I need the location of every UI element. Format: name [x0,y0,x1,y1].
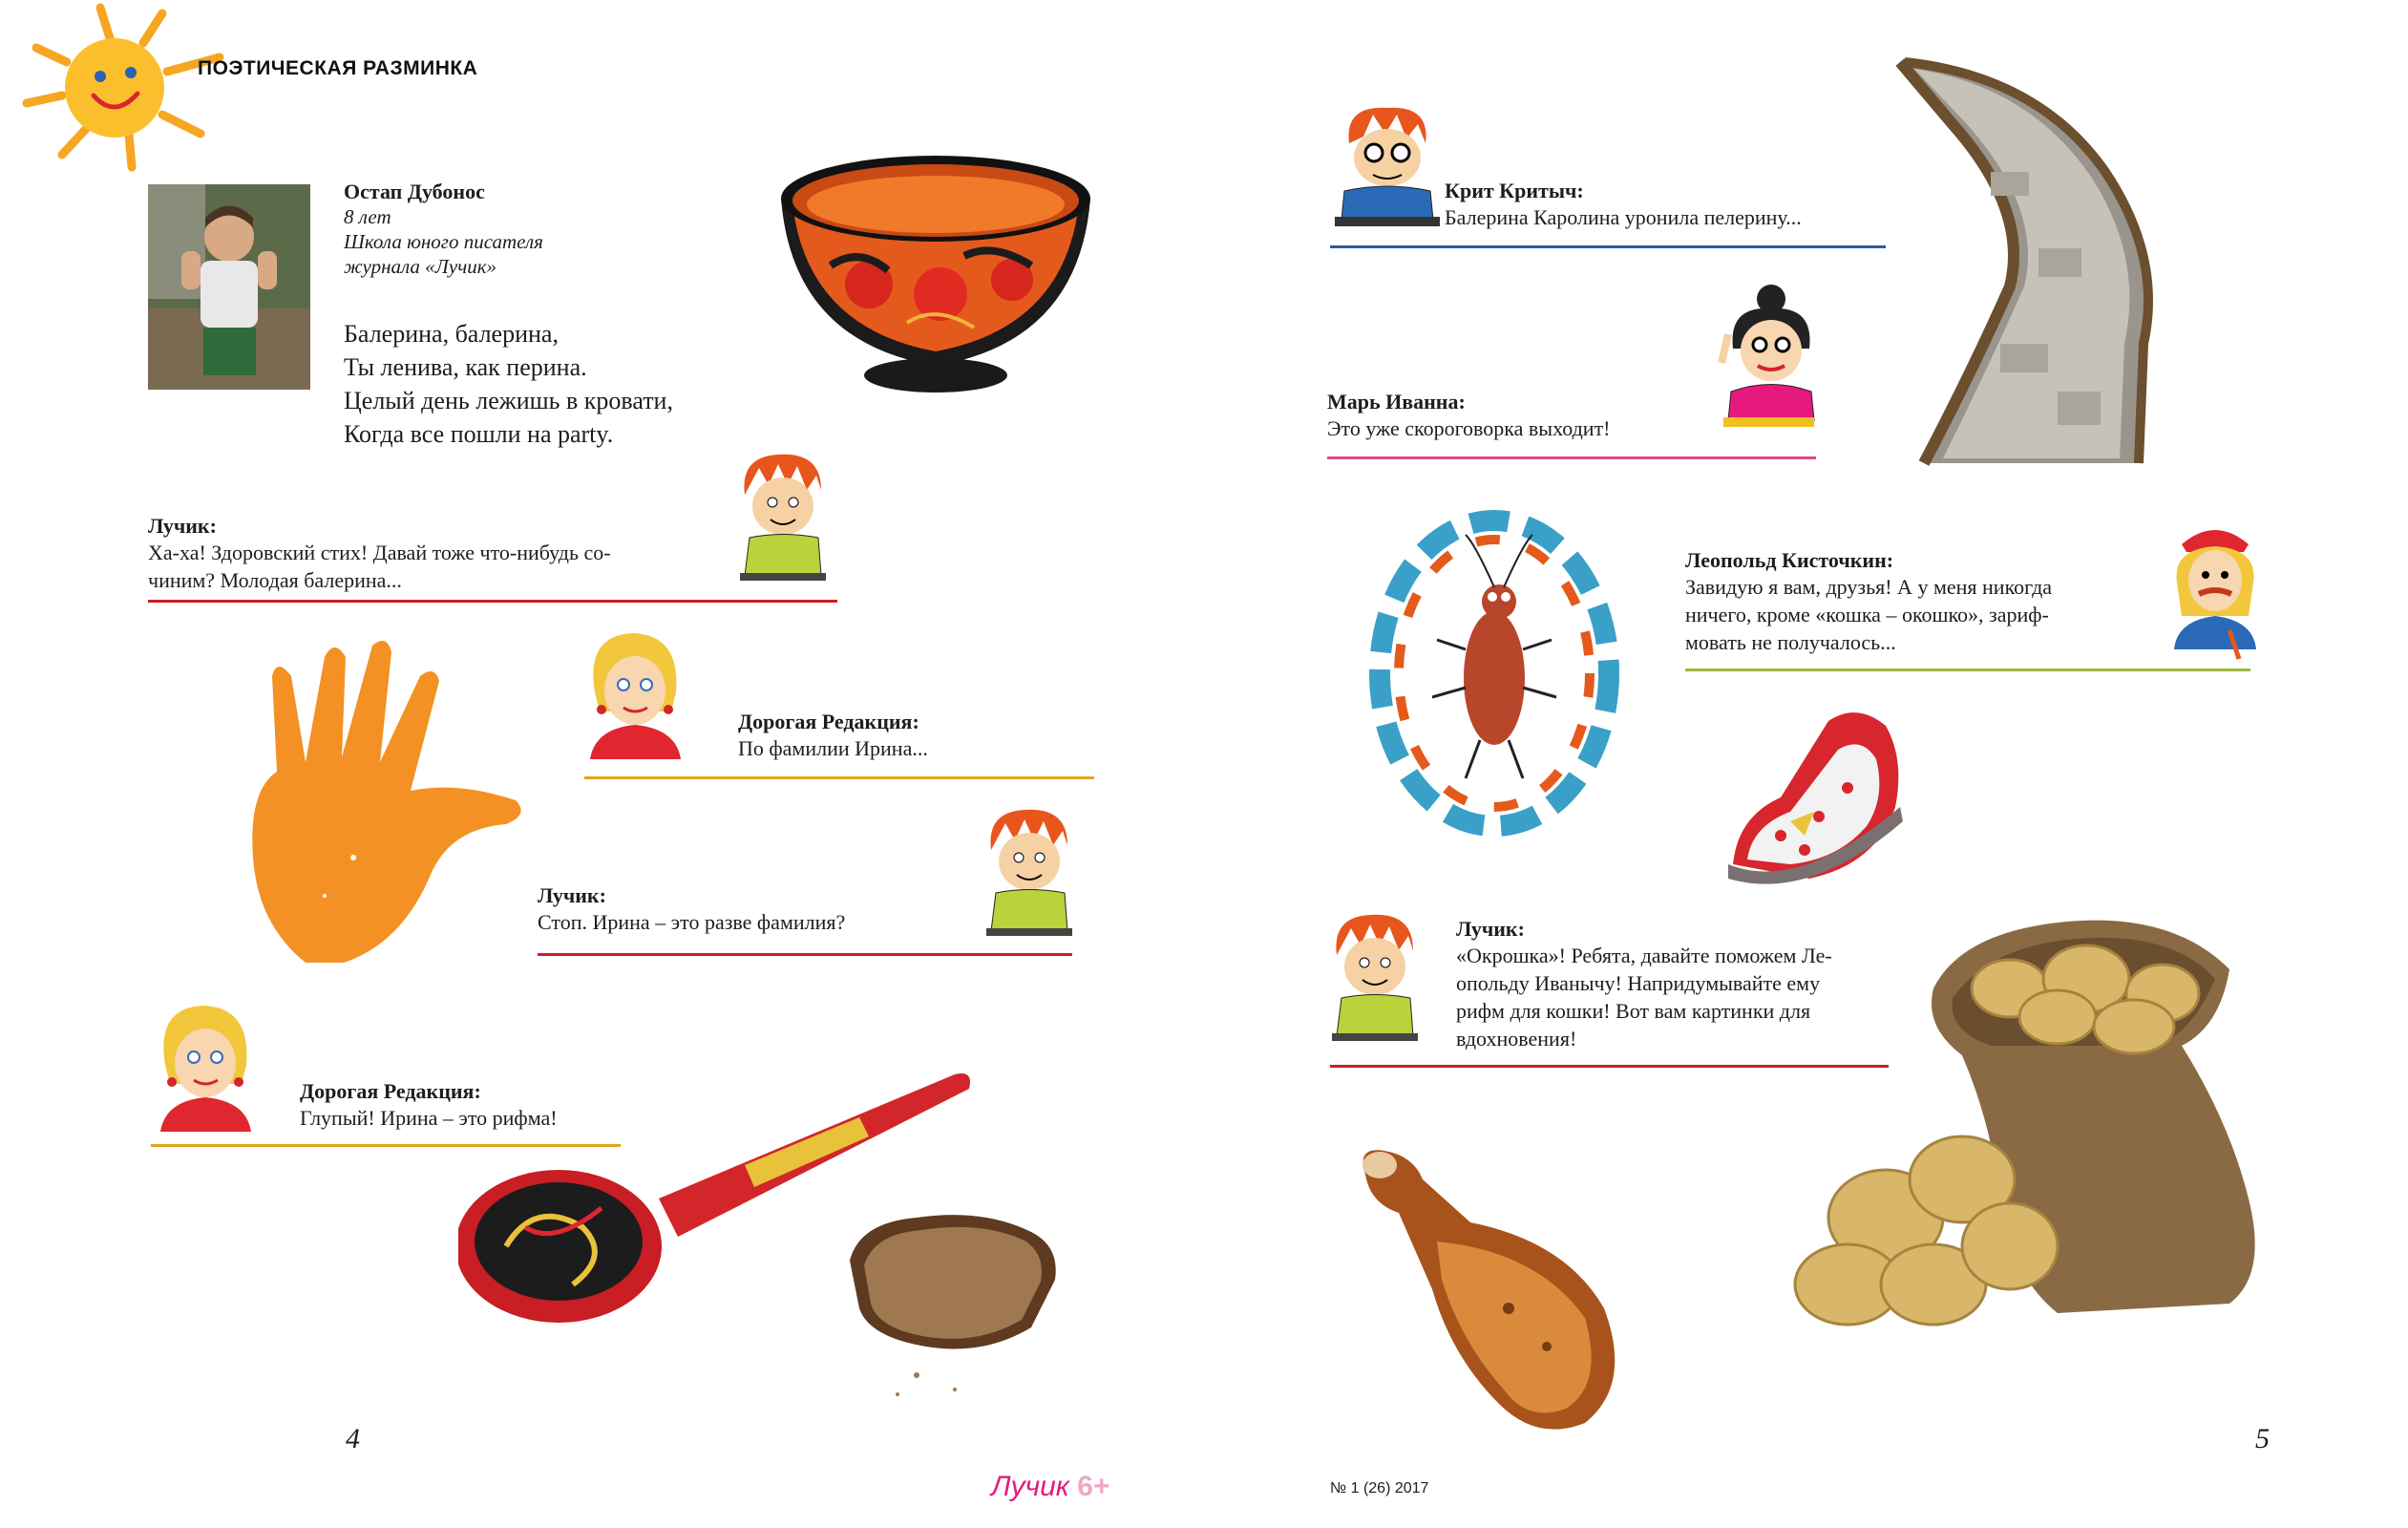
divider-line [584,776,1094,779]
speaker-name: Крит Критыч: [1445,179,1584,202]
luchik-character-icon [1322,907,1427,1050]
divider-line [1685,668,2250,671]
dialogue-text [148,539,611,594]
page-number-left: 4 [346,1423,360,1454]
krit-kritych-character-icon [1330,100,1445,234]
dialogue-line: Глупый! Ирина – это рифма! [300,1106,558,1130]
leopold-kistochkin-character-icon [2163,516,2268,664]
dialogue-line: Это уже скороговорка выходит! [1327,416,1611,440]
author-name: Остап Дубонос [344,180,485,203]
author-school-line1: Школа юного писателя [344,230,543,253]
divider-line [1330,245,1886,248]
chicken-leg-image [1346,1136,1671,1442]
luchik-character-icon [730,447,835,590]
section-title: ПОЭТИЧЕСКАЯ РАЗМИНКА [198,57,478,79]
divider-line [1327,456,1816,459]
page-number-right: 5 [2255,1423,2270,1454]
dialogue-line: Балерина Каролина уронила пелерину... [1445,205,1802,229]
poem [344,317,673,451]
dialogue-line: вдохновения! [1456,1027,1577,1050]
dialogue-text [538,908,845,936]
divider-line [148,600,837,603]
dialogue-line: Завидую я вам, друзья! А у меня никогда [1685,575,2053,599]
speaker-name: Дорогая Редакция: [300,1079,481,1103]
dialogue-text [1327,414,1611,442]
potato-sack-image [1771,912,2325,1342]
issue-number: № 1 (26) 2017 [1330,1480,1429,1496]
redaktsiya-character-icon [151,998,261,1132]
dialogue-line: По фамилии Ирина... [738,736,928,760]
dialogue-line: чиним? Молодая балерина... [148,568,402,592]
speaker-name: Леопольд Кисточкин: [1685,548,1894,572]
dialogue-line: Стоп. Ирина – это разве фамилия? [538,910,846,934]
khokhloma-bowl-image [773,151,1098,399]
orange-handprint-image [239,638,530,967]
brand-name: Лучик [991,1471,1069,1502]
red-shoe-image [1723,702,1905,893]
luchik-character-icon [977,802,1082,945]
redaktsiya-character-icon [581,626,690,759]
dialogue-line: рифм для кошки! Вот вам картинки для [1456,999,1811,1023]
author-age: 8 лет [344,205,391,228]
poem-line: Ты ленива, как перина. [344,353,587,381]
dialogue-text [738,734,928,762]
dialogue-line: «Окрошка»! Ребята, давайте поможем Ле- [1456,944,1832,967]
bread-slice-image [840,1203,1069,1413]
poem-line: Целый день лежишь в кровати, [344,387,673,414]
dialogue-line: Ха-ха! Здоровский стих! Давай тоже что-нибудь со- [148,541,611,564]
author-school-line2: журнала «Лучик» [344,255,497,278]
speaker-name: Марь Иванна: [1327,390,1466,414]
speaker-name: Лучик: [538,883,606,907]
dialogue-text [1445,203,1802,231]
stone-path-image [1895,57,2277,468]
speaker-name: Лучик: [148,514,217,538]
speaker-name: Дорогая Редакция: [738,710,919,733]
cockroach-drawing-image [1361,506,1628,840]
dialogue-line: опольду Иванычу! Напридумывайте ему [1456,971,1821,995]
age-rating: 6+ [1077,1471,1110,1502]
poem-line: Балерина, балерина, [344,320,559,348]
sun-logo-icon [19,0,248,172]
dialogue-text [1685,573,2052,656]
divider-line [538,953,1072,956]
author-photo [148,184,310,390]
dialogue-line: ничего, кроме «кошка – окошко», зариф- [1685,603,2049,626]
speaker-name: Лучик: [1456,917,1525,941]
marya-ivanna-character-icon [1714,282,1824,435]
dialogue-line: мовать не получалось... [1685,630,1896,654]
brand-logo [991,1471,1110,1503]
poem-line: Когда все пошли на party. [344,420,614,448]
